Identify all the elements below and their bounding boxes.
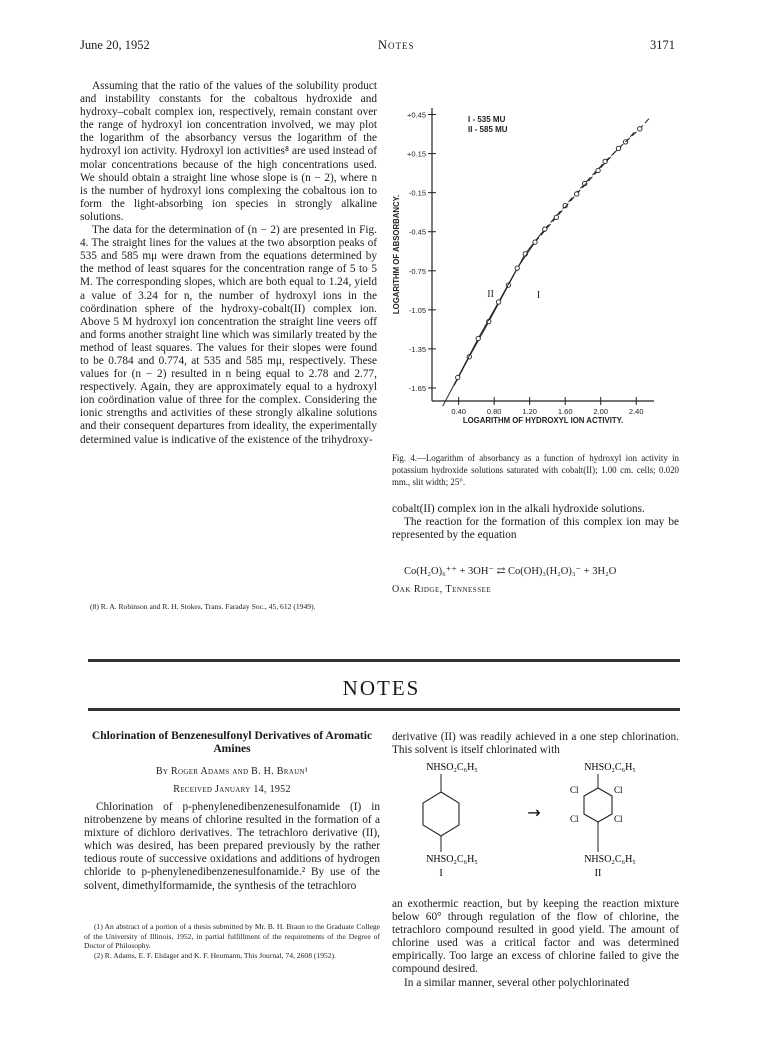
y-tick-label: -1.65	[408, 383, 426, 393]
reaction-scheme	[392, 758, 679, 896]
running-section: Notes	[378, 38, 415, 52]
notes-heading: NOTES	[342, 676, 421, 700]
equation: Co(H₂O)₆⁺⁺ + 3OH⁻ ⇄ Co(OH)₃(H₂O)₃⁻ + 3H₂O	[404, 566, 617, 577]
compound-I-label: I	[439, 868, 443, 879]
figure-caption: Fig. 4.—Logarithm of absorbancy as a function of hydroxyl ion activity in potassium hydroxide solutions saturated with cobalt(II); 1.00 cm. cells; 0.020 mm., slit width; 25°.	[392, 453, 679, 487]
series-line-dashed-II	[535, 117, 650, 242]
chlorine-top-left: Cl	[570, 785, 579, 795]
y-tick-label: +0.45	[407, 110, 426, 120]
paragraph: cobalt(II) complex ion in the alkali hydroxide solutions.	[392, 503, 645, 515]
benzene-ring-II	[584, 788, 612, 822]
compound-I-bottom-substituent: NHSO₂C₆H₅	[426, 854, 478, 865]
data-point-series-II	[533, 240, 537, 244]
footnote-text: (8) R. A. Robinson and R. H. Stokes, Trans. Faraday Soc., 45, 612 (1949).	[90, 602, 316, 611]
paragraph: The reaction for the formation of this complex ion may be represented by the equation	[392, 516, 679, 542]
article-right-text	[392, 898, 679, 990]
compound-II-label: II	[594, 868, 602, 879]
x-axis-label: LOGARITHM OF HYDROXYL ION ACTIVITY.	[462, 416, 624, 425]
data-point-series-II	[456, 375, 460, 379]
figure-4-chart	[384, 98, 676, 444]
y-tick-label: -0.15	[408, 188, 426, 198]
x-tick-label: 2.00	[593, 407, 609, 416]
paragraph: In a similar manner, several other polychlorinated	[404, 976, 630, 989]
paragraph: Assuming that the ratio of the values of the solubility product and instability constants for the cobaltous hydroxide and hydroxy–cobalt complex ion, respectively, remain constant over the range of hydroxyl ion concentration involved, we may plot the logarithm of the absorbancy versus the logarithm of the hydroxyl ion activity. Hydroxyl ion activities⁸ are used instead of molar concentrations because of the high concentrations used. We should obtain a straight line whose slope is (n − 2), where n is the number of hydroxyl ions complexing the cobaltous ion to form the light-absorbing ion species in strongly alkaline solutions.	[80, 80, 377, 223]
running-date: June 20, 1952	[80, 38, 150, 52]
y-tick-label: -1.05	[408, 305, 426, 315]
article-title: Chlorination of Benzenesulfonyl Derivatives of Aromatic Amines	[91, 729, 373, 755]
legend-entry: II - 585 MU	[468, 125, 508, 134]
page-number: 3171	[650, 38, 675, 52]
section-rule-bottom	[88, 708, 680, 711]
data-point-series-II	[616, 146, 620, 150]
paragraph: an exothermic reaction, but by keeping the reaction mixture below 60° through regulation of the flow of chlorine, the tetrachloro compound resulted in good yield. The amount of chlorine used was a critical factor and was determined empirically. Too large an excess of chlorine failed to give the compound desired.	[392, 898, 679, 976]
paragraph: The data for the determination of (n − 2) are presented in Fig. 4. The straight lines for the values at the two absorption peaks of 535 and 585 mμ were drawn from the equations determined by the method of least squares for the concentration range of 5 to 5 M. The corresponding slopes, which are both equal to 1.24, yield a value of 3.24 for n, the number of hydroxyl ions in the coördination sphere of the hydroxy-cobalt(II) complex ion. Above 5 M hydroxyl ion concentration the straight line veers off and forms another straight line which was similarly treated by the method of least squares. The values for their slopes were found to be 0.784 and 0.774, at 535 and 585 mμ, respectively. These values for (n − 2) resulted in n being equal to 2.78 and 2.77, respectively. Again, they are approximately equal to a hydroxyl ion coördination value of three for the complex. Considering the ionic strengths and activities of these strongly alkaline solutions and their consequent departures from ideality, the experimentally determined value is indicative of the existence of the trihydroxy-	[80, 224, 377, 446]
data-point-series-II	[476, 336, 480, 340]
series-label-I: I	[536, 290, 541, 302]
footnote-1: (1) An abstract of a portion of a thesis submitted by Mr. B. H. Braun to the Graduate College of the University of Illinois, 1952, in partial fulfillment of the requirements of the Degree of Doctor of Philosophy.	[84, 922, 380, 951]
data-point-series-II	[496, 300, 500, 304]
compound-I-top-substituent: NHSO₂C₆H₅	[426, 762, 478, 773]
y-tick-label: +0.15	[407, 149, 426, 159]
footnote-8	[80, 602, 377, 612]
article-right-top	[392, 731, 679, 757]
received-date: Received January 14, 1952	[173, 784, 291, 795]
paragraph: Chlorination of p-phenylenedibenzenesulfonamide (I) in nitrobenzene by means of chlorine resulted in the formation of a mixture of dichloro derivatives. The tetrachloro derivative (II), which was desired, has been prepared previously by the rather tedious route of successive oxidations and additions of hydrogen chloride to p-phenylenedibenzenesulfonamide.² By use of the solvent, dimethylformamide, the synthesis of the tetrachloro	[84, 801, 380, 892]
reaction-arrow: →	[527, 803, 541, 822]
x-tick-label: 1.60	[557, 407, 573, 416]
series-line-solid-I	[454, 229, 545, 385]
article-footnotes	[84, 922, 380, 960]
chlorine-bottom-left: Cl	[570, 814, 579, 824]
right-column-text	[392, 503, 679, 542]
chlorine-top-right: Cl	[614, 785, 623, 795]
location: Oak Ridge, Tennessee	[392, 584, 492, 595]
x-tick-label: 2.40	[628, 407, 644, 416]
series-label-II: II	[487, 288, 494, 300]
y-tick-label: -1.35	[408, 344, 426, 354]
section-rule-top	[88, 659, 680, 662]
y-tick-label: -0.45	[408, 227, 426, 237]
data-point-series-II	[554, 215, 558, 219]
data-point-series-II	[596, 168, 600, 172]
left-column-text	[80, 80, 377, 447]
article-left-text	[84, 801, 380, 893]
footnote-2: (2) R. Adams, E. F. Elslager and K. F. Heumann, This Journal, 74, 2608 (1952).	[94, 950, 337, 960]
y-axis-label: LOGARITHM OF ABSORBANCY.	[392, 194, 401, 315]
paragraph: derivative (II) was readily achieved in a one step chlorination. This solvent is itself chlorinated with	[392, 731, 679, 757]
data-point-series-II	[575, 192, 579, 196]
benzene-ring-I	[423, 792, 459, 836]
x-tick-label: 0.40	[451, 407, 466, 416]
compound-II-top-substituent: NHSO₂C₆H₅	[584, 762, 636, 773]
x-tick-label: 0.80	[486, 407, 502, 416]
chlorine-bottom-right: Cl	[614, 814, 623, 824]
data-point-series-II	[515, 266, 519, 270]
data-point-series-I	[543, 227, 547, 231]
compound-II-bottom-substituent: NHSO₂C₆H₅	[584, 854, 636, 865]
data-point-series-I	[603, 159, 607, 163]
data-point-series-II	[638, 127, 642, 131]
byline: By Roger Adams and B. H. Braun¹	[155, 766, 309, 777]
x-tick-label: 1.20	[522, 407, 537, 416]
legend-entry: I - 535 MU	[468, 115, 506, 124]
y-tick-label: -0.75	[408, 266, 426, 276]
